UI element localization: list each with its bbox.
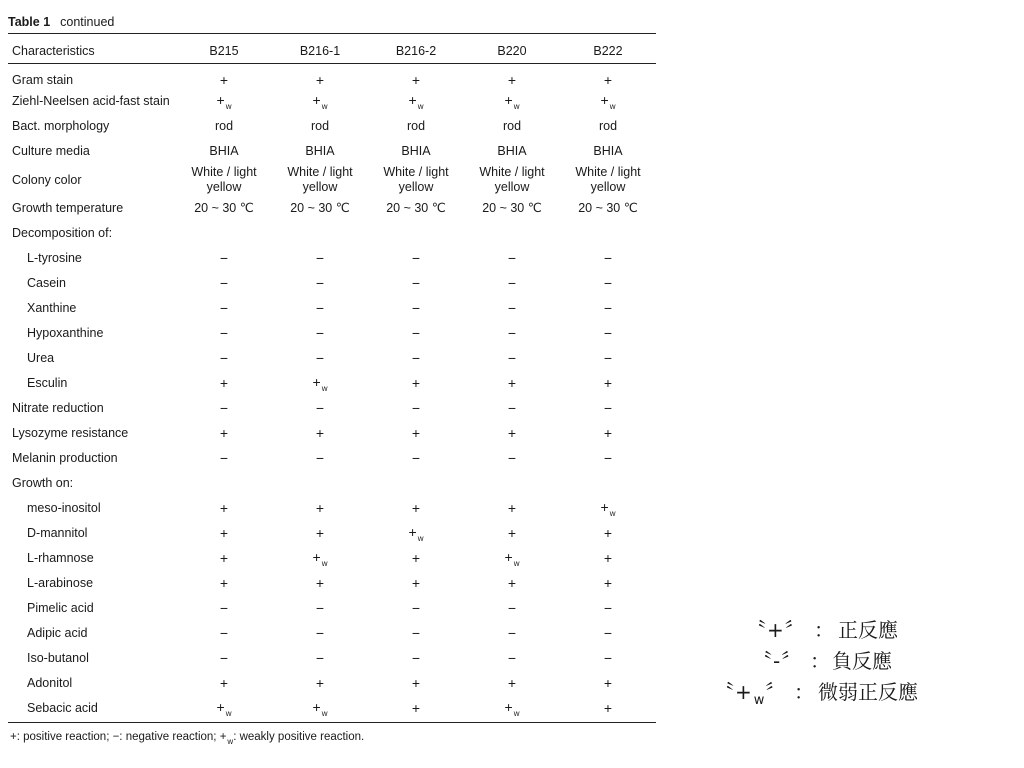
result-cell xyxy=(368,471,464,496)
result-cell: − xyxy=(603,624,613,641)
result-cell: + xyxy=(315,499,325,516)
result-cell: $+_w$ xyxy=(408,523,424,543)
result-cell: + xyxy=(507,499,517,516)
result-cell: + xyxy=(507,574,517,591)
result-cell: White / light yellow xyxy=(479,164,545,194)
result-cell: BHIA xyxy=(209,143,239,158)
result-cell: + xyxy=(603,549,613,566)
top-rule xyxy=(8,33,656,34)
result-cell: − xyxy=(315,649,325,666)
result-cell: − xyxy=(603,324,613,341)
legend-separator: ： xyxy=(794,680,814,704)
result-cell: + xyxy=(603,674,613,691)
result-cell: + xyxy=(411,374,421,391)
result-cell: rod xyxy=(214,118,234,133)
row-label: Urea xyxy=(27,351,55,366)
table-row xyxy=(8,346,656,371)
result-cell: − xyxy=(507,449,517,466)
row-label: Bact. morphology xyxy=(12,119,110,134)
result-cell: + xyxy=(315,524,325,541)
legend-meaning: 負反應 xyxy=(832,649,892,673)
result-cell: rod xyxy=(310,118,330,133)
result-cell: − xyxy=(219,449,229,466)
table-row xyxy=(8,62,656,89)
table-row xyxy=(8,296,656,321)
row-label: Pimelic acid xyxy=(27,601,94,616)
result-cell: − xyxy=(507,649,517,666)
result-cell: $+_w$ xyxy=(600,91,616,111)
result-cell: White / light yellow xyxy=(287,164,353,194)
result-cell: + xyxy=(315,424,325,441)
result-cell: − xyxy=(411,399,421,416)
result-cell: − xyxy=(219,599,229,616)
result-cell: − xyxy=(411,599,421,616)
result-cell: rod xyxy=(598,118,618,133)
column-header-characteristics: Characteristics xyxy=(12,44,95,58)
result-cell xyxy=(464,221,560,246)
row-label: Melanin production xyxy=(12,451,118,466)
header-row xyxy=(8,40,656,62)
result-cell: − xyxy=(507,624,517,641)
result-cell: 20 ~ 30 ℃ xyxy=(482,200,542,215)
result-cell: − xyxy=(411,274,421,291)
result-cell: White / light yellow xyxy=(575,164,641,194)
reaction-legend xyxy=(700,614,960,707)
result-cell: − xyxy=(411,299,421,316)
row-label: Hypoxanthine xyxy=(27,326,104,341)
result-cell: − xyxy=(219,324,229,341)
result-cell: − xyxy=(507,349,517,366)
row-label: Xanthine xyxy=(27,301,77,316)
result-cell: − xyxy=(603,599,613,616)
result-cell: − xyxy=(219,249,229,266)
result-cell: White / light yellow xyxy=(383,164,449,194)
result-cell: − xyxy=(411,349,421,366)
result-cell: + xyxy=(411,72,421,88)
result-cell: + xyxy=(219,549,229,566)
result-cell: − xyxy=(603,649,613,666)
result-cell: − xyxy=(603,399,613,416)
table-row xyxy=(8,139,656,164)
result-cell: + xyxy=(411,574,421,591)
row-label: D-mannitol xyxy=(27,526,88,541)
row-label: L-rhamnose xyxy=(27,551,94,566)
table-row xyxy=(8,396,656,421)
characteristics-table xyxy=(8,40,656,721)
result-cell: + xyxy=(315,574,325,591)
table-caption xyxy=(8,15,114,29)
result-cell: $+_w$ xyxy=(504,698,520,718)
result-cell: + xyxy=(411,549,421,566)
result-cell: 20 ~ 30 ℃ xyxy=(386,200,446,215)
result-cell: − xyxy=(315,624,325,641)
row-label: Gram stain xyxy=(12,73,74,88)
row-label: Lysozyme resistance xyxy=(12,426,129,441)
column-header-strain: B220 xyxy=(497,44,527,58)
table-row xyxy=(8,246,656,271)
result-cell: $+_w$ xyxy=(504,91,520,111)
result-cell: + xyxy=(219,574,229,591)
legend-symbol: 〝-〞 xyxy=(752,649,803,673)
table-row xyxy=(8,421,656,446)
result-cell: − xyxy=(411,249,421,266)
result-cell: $+_w$ xyxy=(216,91,232,111)
legend-symbol: 〝$+_w$〞 xyxy=(714,680,787,708)
table-number: Table 1 xyxy=(8,15,51,29)
result-cell: + xyxy=(411,674,421,691)
result-cell: + xyxy=(603,374,613,391)
result-cell xyxy=(368,221,464,246)
table-row xyxy=(8,546,656,571)
row-label: Adonitol xyxy=(27,676,73,691)
result-cell: − xyxy=(603,299,613,316)
column-header-strain: B222 xyxy=(593,44,623,58)
result-cell: 20 ~ 30 ℃ xyxy=(194,200,254,215)
result-cell: − xyxy=(315,399,325,416)
table-row xyxy=(8,114,656,139)
result-cell: − xyxy=(603,449,613,466)
row-label: meso-inositol xyxy=(27,501,101,516)
result-cell: − xyxy=(315,324,325,341)
result-cell: + xyxy=(507,424,517,441)
table-row xyxy=(8,89,656,114)
table-row xyxy=(8,696,656,721)
result-cell: 20 ~ 30 ℃ xyxy=(578,200,638,215)
row-label: Growth temperature xyxy=(12,201,124,216)
result-cell: − xyxy=(219,299,229,316)
result-cell: + xyxy=(315,674,325,691)
table-row xyxy=(8,164,656,196)
result-cell: − xyxy=(507,274,517,291)
result-cell: + xyxy=(219,424,229,441)
result-cell: + xyxy=(603,524,613,541)
result-cell xyxy=(560,221,656,246)
result-cell: − xyxy=(603,249,613,266)
result-cell: + xyxy=(507,524,517,541)
result-cell: − xyxy=(411,324,421,341)
legend-symbol: 〝+〞 xyxy=(746,618,806,642)
table-row xyxy=(8,371,656,396)
result-cell xyxy=(560,471,656,496)
row-label: Esculin xyxy=(27,376,68,391)
result-cell: White / light yellow xyxy=(191,164,257,194)
result-cell: + xyxy=(603,72,613,88)
table-row xyxy=(8,646,656,671)
table-row xyxy=(8,596,656,621)
result-cell: $+_w$ xyxy=(312,91,328,111)
result-cell: − xyxy=(411,649,421,666)
column-header-strain: B215 xyxy=(209,44,239,58)
row-label: Culture media xyxy=(12,144,90,159)
result-cell: + xyxy=(603,699,613,716)
legend-separator: ： xyxy=(810,649,830,673)
result-cell: $+_w$ xyxy=(312,548,328,568)
row-label: Casein xyxy=(27,276,66,291)
result-cell: − xyxy=(603,274,613,291)
table-row xyxy=(8,496,656,521)
row-label: Growth on: xyxy=(12,476,74,491)
legend-meaning: 正反應 xyxy=(838,618,898,642)
legend-separator: ： xyxy=(814,618,834,642)
table-row xyxy=(8,446,656,471)
result-cell: + xyxy=(219,524,229,541)
result-cell xyxy=(464,471,560,496)
result-cell: + xyxy=(507,674,517,691)
result-cell: $+_w$ xyxy=(312,373,328,393)
result-cell: BHIA xyxy=(401,143,431,158)
bottom-rule xyxy=(8,722,656,723)
result-cell: − xyxy=(315,274,325,291)
column-header-strain: B216-2 xyxy=(395,44,437,58)
legend-meaning: 微弱正反應 xyxy=(818,680,918,704)
result-cell: + xyxy=(507,374,517,391)
table-row xyxy=(8,671,656,696)
result-cell: − xyxy=(411,624,421,641)
result-cell: $+_w$ xyxy=(312,698,328,718)
result-cell: − xyxy=(219,399,229,416)
result-cell: + xyxy=(411,499,421,516)
result-cell: rod xyxy=(502,118,522,133)
result-cell: − xyxy=(315,349,325,366)
result-cell: $+_w$ xyxy=(600,498,616,518)
table-row xyxy=(8,571,656,596)
row-label: Ziehl-Neelsen acid-fast stain xyxy=(12,94,170,109)
result-cell: + xyxy=(411,424,421,441)
column-header-strain: B216-1 xyxy=(299,44,341,58)
result-cell: − xyxy=(507,299,517,316)
result-cell: + xyxy=(603,574,613,591)
result-cell: + xyxy=(219,674,229,691)
result-cell: − xyxy=(315,599,325,616)
result-cell: − xyxy=(315,249,325,266)
result-cell: + xyxy=(603,424,613,441)
legend-item-negative xyxy=(700,645,960,676)
result-cell: BHIA xyxy=(593,143,623,158)
result-cell xyxy=(272,471,368,496)
table-row xyxy=(8,271,656,296)
characteristics-table-container xyxy=(8,40,656,721)
result-cell: − xyxy=(507,599,517,616)
result-cell xyxy=(176,471,272,496)
table-row xyxy=(8,521,656,546)
result-cell: BHIA xyxy=(497,143,527,158)
table-row xyxy=(8,221,656,246)
result-cell: − xyxy=(603,349,613,366)
row-label: Adipic acid xyxy=(27,626,88,641)
legend-item-positive xyxy=(700,614,960,645)
result-cell: 20 ~ 30 ℃ xyxy=(290,200,350,215)
result-cell: BHIA xyxy=(305,143,335,158)
result-cell: + xyxy=(411,699,421,716)
result-cell: + xyxy=(219,499,229,516)
table-continued-label: continued xyxy=(60,15,115,29)
result-cell: − xyxy=(315,299,325,316)
row-label: Decomposition of: xyxy=(12,226,113,241)
result-cell: − xyxy=(219,349,229,366)
result-cell: − xyxy=(315,449,325,466)
result-cell: − xyxy=(507,399,517,416)
result-cell: − xyxy=(219,274,229,291)
result-cell: − xyxy=(411,449,421,466)
row-label: Nitrate reduction xyxy=(12,401,104,416)
table-body xyxy=(8,62,656,721)
result-cell: + xyxy=(219,374,229,391)
table-row xyxy=(8,621,656,646)
result-cell: − xyxy=(219,649,229,666)
row-label: Iso-butanol xyxy=(27,651,89,666)
table-footnote: +: positive reaction; −: negative reaction; $+_w$: weakly positive reaction. xyxy=(10,731,365,746)
row-label: L-arabinose xyxy=(27,576,94,591)
result-cell: rod xyxy=(406,118,426,133)
result-cell xyxy=(272,221,368,246)
legend-item-weak xyxy=(700,676,960,707)
row-label: Sebacic acid xyxy=(27,701,98,716)
result-cell: $+_w$ xyxy=(216,698,232,718)
table-row xyxy=(8,321,656,346)
result-cell: − xyxy=(507,249,517,266)
table-row xyxy=(8,196,656,221)
row-label: L-tyrosine xyxy=(27,251,82,266)
result-cell: $+_w$ xyxy=(408,91,424,111)
row-label: Colony color xyxy=(12,172,82,187)
result-cell: − xyxy=(507,324,517,341)
result-cell xyxy=(176,221,272,246)
result-cell: − xyxy=(219,624,229,641)
result-cell: + xyxy=(219,72,229,88)
result-cell: + xyxy=(507,72,517,88)
result-cell: + xyxy=(315,72,325,88)
table-row xyxy=(8,471,656,496)
result-cell: $+_w$ xyxy=(504,548,520,568)
